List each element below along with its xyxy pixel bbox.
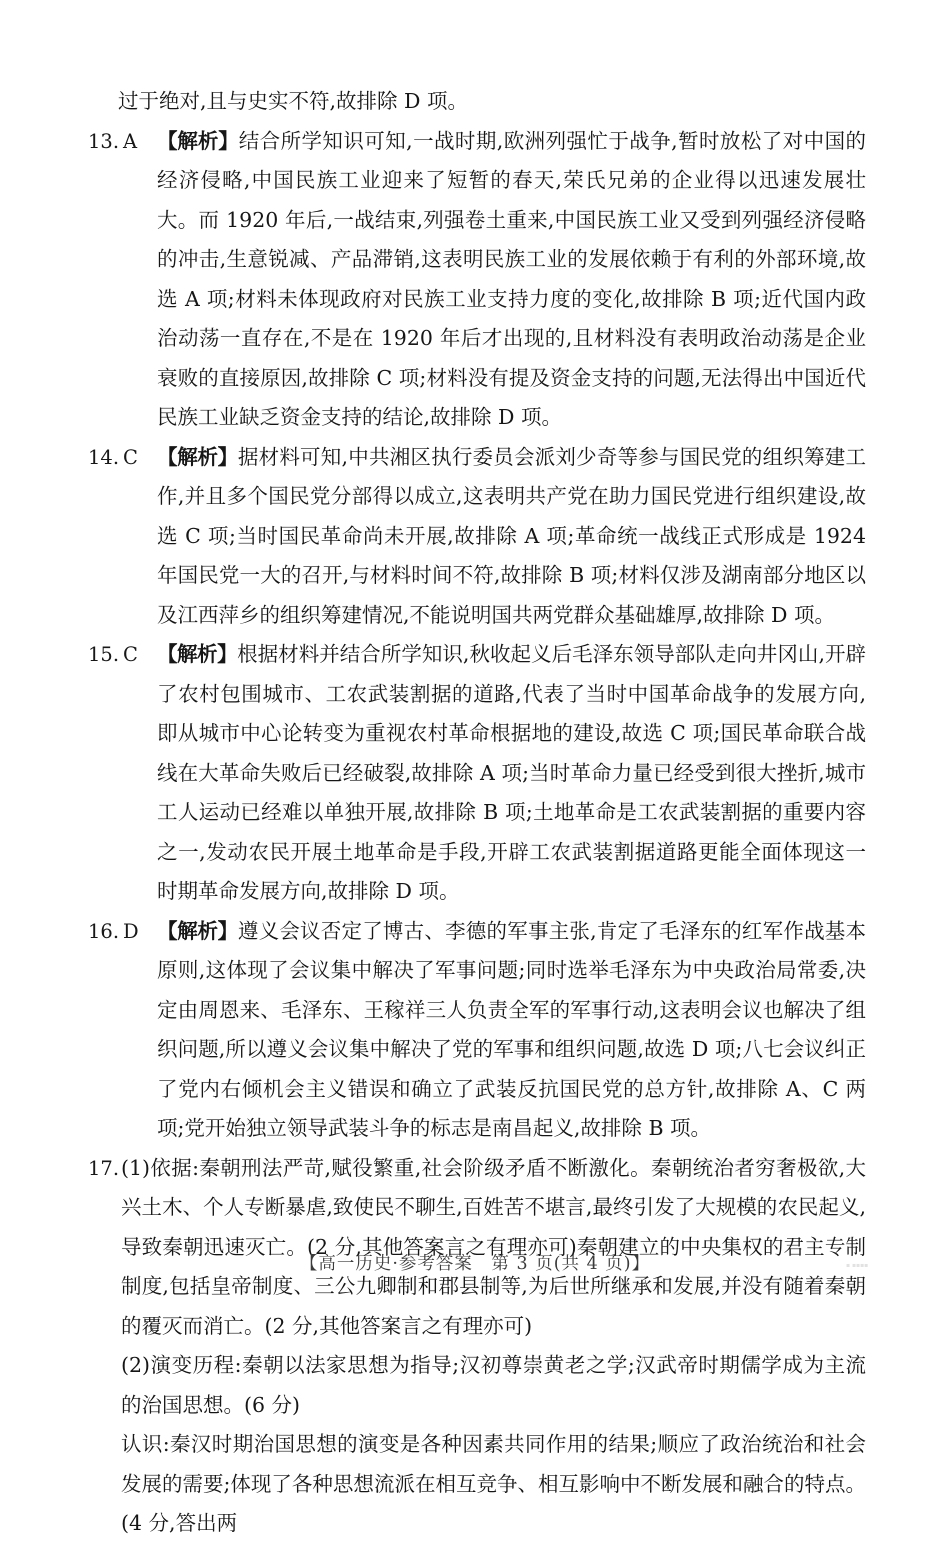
answer-17-part-1: (1)依据:秦朝刑法严苛,赋役繁重,社会阶级矛盾不断激化。秦朝统治者穷奢极欲,大兴土木、个人专断暴虐,致使民不聊生,百姓苦不堪言,最终引发了大规模的农民起义,导致秦朝迅速灭亡。(2 分,其他答案言之有理亦可)秦朝建立的中央集权的君主专制制度,包括皇帝制度、三公九卿制和郡县制等,为后世所继承和发展,并没有随着秦朝的覆灭而消亡。(2 分,其他答案言之有理亦可) [121,1155,866,1338]
analysis-label-16: 【解析】 [157,918,238,943]
answer-text-14: 据材料可知,中共湘区执行委员会派刘少奇等参与国民党的组织筹建工作,并且多个国民党分部得以成立,这表明共产党在助力国民党进行组织建设,故选 C 项;当时国民革命尚未开展,故排除 A 项;革命统一战线正式形成是 1924 年国民党一大的召开,与材料时间不符,故排除 B 项;材料仅涉及湖南部分地区以及江西萍乡的组织筹建情况,不能说明国共两党群众基础雄厚,故排除 D 项。 [157,444,867,627]
answer-item-13 [88,122,866,438]
answer-text-15: 根据材料并结合所学知识,秋收起义后毛泽东领导部队走向井冈山,开辟了农村包围城市、工农武装割据的道路,代表了当时中国革命战争的发展方向,即从城市中心论转变为重视农村革命根据地的建设,故选 C 项;国民革命联合战线在大革命失败后已经破裂,故排除 A 项;当时革命力量已经受到很大挫折,城市工人运动已经难以单独开展,故排除 B 项;土地革命是工农武装割据的重要内容之一,发动农民开展土地革命是手段,开辟工农武装割据道路更能全面体现这一时期革命发展方向,故排除 D 项。 [157,642,867,903]
answer-item-14 [88,438,866,636]
analysis-label-14: 【解析】 [157,444,238,469]
answer-explanation-16 [157,912,866,1149]
answer-number-16: 16. [88,919,120,943]
answer-number-13: 13. [88,129,120,153]
analysis-label-13: 【解析】 [157,128,239,153]
answer-item-16 [88,912,866,1149]
answer-choice-16: D [123,919,139,943]
answer-text-16: 遵义会议否定了博古、李德的军事主张,肯定了毛泽东的红军作战基本原则,这体现了会议集中解决了军事问题;同时选举毛泽东为中央政治局常委,决定由周恩来、毛泽东、王稼祥三人负责全军的军事行动,这表明会议也解决了组织问题,所以遵义会议集中解决了党的军事和组织问题,故选 D 项;八七会议纠正了党内右倾机会主义错误和确立了武装反抗国民党的总方针,故排除 A、C 两项;党开始独立领导武装斗争的标志是南昌起义,故排除 B 项。 [157,918,867,1140]
answer-explanation-14 [157,438,866,636]
answer-choice-15: C [123,643,138,666]
answer-body-17 [118,1149,866,1544]
answer-17-recognition: 认识:秦汉时期治国思想的演变是各种因素共同作用的结果;顺应了政治统治和社会发展的需要;体现了各种思想流派在相互竞争、相互影响中不断发展和融合的特点。(4 分,答出两 [121,1432,866,1535]
page-content [88,82,866,1544]
answer-number-17: 17. [88,1156,120,1180]
answer-number-15: 15. [88,643,120,666]
answer-text-13: 结合所学知识可知,一战时期,欧洲列强忙于战争,暂时放松了对中国的经济侵略,中国民族工业迎来了短暂的春天,荣氏兄弟的企业得以迅速发展壮大。而 1920 年后,一战结束,列强卷土重来,中国民族工业又受到列强经济侵略的冲击,生意锐减、产品滞销,这表明民族工业的发展依赖于有利的外部环境,故选 A 项;材料未体现政府对民族工业支持力度的变化,故排除 B 项;近代国内政治动荡一直存在,不是在 1920 年后才出现的,且材料没有表明政治动荡是企业衰败的直接原因,故排除 C 项;材料没有提及资金支持的问题,无法得出中国近代民族工业缺乏资金支持的结论,故排除 D 项。 [157,128,866,429]
faint-watermark: ▪ ▪▪▪▪ [846,1262,869,1269]
answer-explanation-15 [157,635,866,912]
page-footer: 【高一历史·参考答案 第 3 页(共 4 页)】 [299,1254,651,1274]
answer-choice-13: A [123,129,138,153]
answer-choice-14: C [123,445,138,469]
answer-item-17 [88,1149,866,1544]
answer-number-14: 14. [88,445,120,469]
analysis-label-15: 【解析】 [157,642,238,666]
answer-item-15 [88,635,866,912]
answer-17-part-2: (2)演变历程:秦朝以法家思想为指导;汉初尊崇黄老之学;汉武帝时期儒学成为主流的治国思想。(6 分) [121,1353,866,1417]
answer-explanation-13 [157,122,866,438]
continuation-line: 过于绝对,且与史实不符,故排除 D 项。 [118,89,469,113]
